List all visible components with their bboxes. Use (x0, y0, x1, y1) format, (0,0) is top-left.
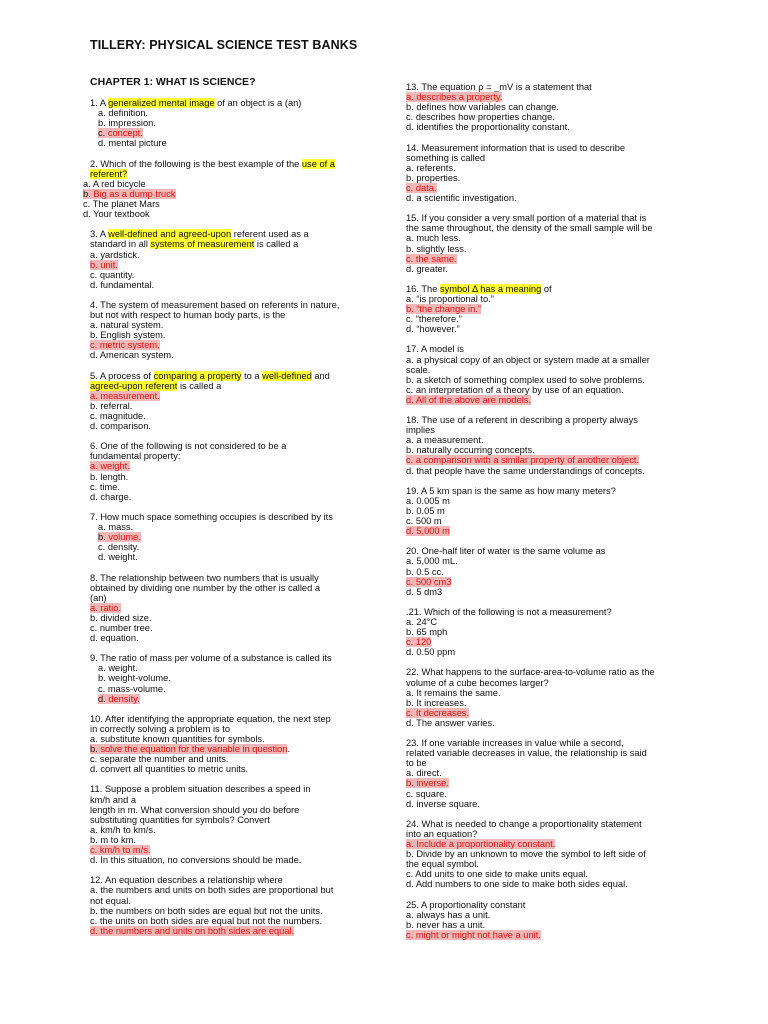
question-text: substituting quantities for symbols? Convert (90, 814, 270, 825)
question-9 (90, 653, 360, 703)
option-b: b. 0.05 m (406, 505, 445, 516)
question-8 (90, 573, 360, 644)
correct-answer: c. the same. (406, 253, 457, 264)
correct-answer: b. inverse. (406, 778, 449, 789)
highlight: systems of measurement (150, 239, 255, 250)
option-b (406, 778, 681, 788)
option-a: a. 24°C (406, 616, 438, 627)
option-label: b. (90, 744, 101, 755)
option-d: d. that people have the same understandings of concepts. (406, 465, 645, 476)
question-23 (406, 738, 681, 809)
question-text: 3. A (90, 229, 109, 240)
question-text: fundamental property: (90, 451, 181, 462)
option-b: b. m to km. (90, 834, 136, 845)
question-text: 5. A process of (90, 370, 154, 381)
option-b: b. a sketch of something complex used to solve problems. (406, 374, 645, 385)
option-b: b. naturally occurring concepts. (406, 445, 535, 456)
option-c: c. 500 m (406, 516, 442, 527)
option-label: d. (98, 693, 109, 704)
question-text: .21. Which of the following is not a measurement? (406, 606, 612, 617)
question-text: into an equation? (406, 828, 478, 839)
option-a: a. yardstick. (90, 249, 140, 260)
correct-answer: c. a comparison with a similar property of another object. (406, 455, 640, 466)
option-label: b. (90, 259, 101, 270)
option-c: c. time. (90, 481, 120, 492)
highlight: symbol Δ has a meaning (439, 283, 542, 294)
option-d: d. 0.50 ppm (406, 647, 456, 658)
correct-answer: Big as a dump truck (93, 188, 176, 199)
question-7 (90, 512, 360, 562)
option-a: a. definition. (98, 108, 149, 119)
option-b: b. defines how variables can change. (406, 102, 559, 113)
option-b: b. 65 mph (406, 627, 448, 638)
question-text: length in m. What conversion should you do before (90, 804, 300, 815)
correct-answer: b. “the change in.” (406, 304, 481, 315)
correct-answer: c. 500 cm3 (406, 576, 452, 587)
option-b: b. never has a unit. (406, 919, 486, 930)
question-text: 9. The ratio of mass per volume of a substance is called its (90, 653, 332, 664)
option-d: d. 5 dm3 (406, 586, 443, 597)
option-a: a. always has a unit. (406, 909, 491, 920)
option-d (90, 694, 360, 704)
option-d: d. mental picture (98, 138, 167, 149)
option-b: b. the numbers on both sides are equal but not the units. (90, 905, 323, 916)
correct-answer: c. km/h to m/s. (90, 845, 151, 856)
option-d: d. comparison. (90, 421, 151, 432)
question-text: is called a (254, 239, 299, 250)
question-text: 23. If one variable increases in value while a second, (406, 738, 624, 749)
option-c (90, 845, 360, 855)
option-d: d. In this situation, no conversions should be made. (90, 855, 302, 866)
question-text: is called a (177, 380, 222, 391)
option-d: d. a scientific investigation. (406, 193, 517, 204)
option-label: c. (98, 128, 108, 139)
option-suffix: . (287, 744, 291, 755)
option-b: b. It increases. (406, 697, 467, 708)
question-13 (406, 82, 681, 132)
highlight: referent? (90, 168, 128, 179)
option-b (406, 304, 681, 314)
option-d: d. weight. (98, 552, 138, 563)
question-text: of (541, 283, 552, 294)
question-19 (406, 486, 681, 536)
option-d: d. The answer varies. (406, 717, 495, 728)
question-21 (406, 607, 681, 657)
option-b: b. divided size. (90, 612, 152, 623)
option-c: c. mass-volume. (98, 683, 166, 694)
option-d (406, 395, 681, 405)
option-c: c. The planet Mars (83, 199, 160, 210)
question-text: in correctly solving a problem is to (90, 723, 231, 734)
correct-answer: concept. (107, 128, 143, 139)
question-text: 1. A (90, 98, 109, 109)
question-11 (90, 784, 360, 865)
highlight: use of a (301, 158, 335, 169)
highlight: agreed-upon referent (90, 380, 178, 391)
option-a: a. referents. (406, 162, 456, 173)
question-text: 20. One-half liter of water is the same volume as (406, 546, 606, 557)
option-c: c. density. (98, 542, 140, 553)
option-d (406, 526, 681, 536)
option-b-cont: the equal symbol. (406, 859, 479, 870)
correct-answer: solve the equation for the variable in question (100, 744, 288, 755)
question-text: the same throughout, the density of the small sample will be (406, 223, 653, 234)
option-b (83, 189, 360, 199)
question-1 (90, 98, 360, 148)
question-text: km/h and a (90, 794, 136, 805)
question-text: volume of a cube becomes larger? (406, 677, 549, 688)
question-text: obtained by dividing one number by the other is called a (90, 582, 320, 593)
option-b (90, 260, 360, 270)
question-text: 2. Which of the following is the best example of the (90, 158, 302, 169)
option-c (406, 708, 681, 718)
question-12 (90, 875, 360, 936)
question-text: 16. The (406, 283, 440, 294)
option-d: d. greater. (406, 263, 448, 274)
option-c: c. quantity. (90, 269, 135, 280)
option-d: d. convert all quantities to metric units. (90, 764, 249, 775)
option-b: b. slightly less. (406, 243, 467, 254)
correct-answer: d. 5,000 m (406, 526, 450, 537)
question-text: 11. Suppose a problem situation describes a speed in (90, 784, 311, 795)
option-c: c. number tree. (90, 622, 153, 633)
option-d (90, 926, 360, 936)
question-18 (406, 415, 681, 476)
question-5 (90, 371, 360, 432)
option-b: b. referral. (90, 400, 133, 411)
option-b: b. length. (90, 471, 129, 482)
option-a: a. a measurement. (406, 435, 484, 446)
question-text: implies (406, 425, 435, 436)
option-a (90, 603, 360, 613)
option-a: a. weight. (98, 663, 138, 674)
question-22 (406, 667, 681, 728)
correct-answer: a. describes a property. (406, 92, 503, 103)
correct-answer: volume. (108, 532, 141, 543)
option-d: d. inverse square. (406, 798, 480, 809)
question-text: 25. A proportionality constant (406, 899, 526, 910)
highlight: generalized mental image (108, 98, 215, 109)
option-b: b. weight-volume. (98, 673, 171, 684)
option-d: d. Add numbers to one side to make both sides equal. (406, 879, 628, 890)
option-a (90, 461, 360, 471)
question-text: standard in all (90, 239, 151, 250)
question-6 (90, 441, 360, 502)
option-c (90, 340, 360, 350)
question-4 (90, 300, 360, 361)
question-text: 18. The use of a referent in describing a property always (406, 415, 638, 426)
option-a: a. A red bicycle (83, 178, 146, 189)
question-text: 4. The system of measurement based on referents in nature, (90, 299, 340, 310)
question-text: to a (241, 370, 263, 381)
left-column (83, 76, 360, 946)
option-c: c. separate the number and units. (90, 754, 229, 765)
option-b (90, 744, 360, 754)
question-text: 8. The relationship between two numbers that is usually (90, 572, 319, 583)
option-b (90, 532, 360, 542)
question-25 (406, 900, 681, 940)
option-b: b. 0.5 cc. (406, 566, 444, 577)
option-b: b. Divide by an unknown to move the symbol to left side of (406, 849, 646, 860)
option-c (406, 930, 681, 940)
correct-answer: c. might or might not have a unit. (406, 929, 541, 940)
question-2 (83, 158, 360, 220)
option-a: a. substitute known quantities for symbols. (90, 734, 265, 744)
highlight: well-defined and agreed-upon (108, 229, 232, 240)
option-a (406, 839, 681, 849)
option-c (406, 183, 681, 193)
option-a: a. a physical copy of an object or system made at a smaller (406, 354, 650, 365)
question-text: related variable decreases in value, the relationship is said (406, 748, 647, 759)
option-a: a. the numbers and units on both sides are proportional but (90, 885, 334, 896)
question-text: 14. Measurement information that is used to describe (406, 142, 626, 153)
correct-answer: a. weight. (90, 461, 130, 472)
question-10 (90, 714, 360, 775)
option-label: b. (98, 532, 109, 543)
question-text: 10. After identifying the appropriate equation, the next step (90, 713, 331, 724)
option-c: c. an interpretation of a theory by use of an equation. (406, 384, 624, 395)
correct-answer: c. It decreases. (406, 707, 470, 718)
option-c: c. “therefore.” (406, 314, 462, 325)
question-text: and (311, 370, 330, 381)
option-d: d. “however.” (406, 324, 460, 335)
option-d: d. American system. (90, 350, 174, 361)
question-text: 6. One of the following is not considered to be a (90, 441, 287, 452)
question-15 (406, 213, 681, 274)
right-column (406, 82, 681, 950)
option-c: c. describes how properties change. (406, 112, 555, 123)
page-title: TILLERY: PHYSICAL SCIENCE TEST BANKS (90, 38, 358, 52)
question-text: (an) (90, 592, 107, 603)
question-text: something is called (406, 152, 486, 163)
option-c: c. magnitude. (90, 411, 146, 421)
option-a: a. km/h to km/s. (90, 824, 156, 835)
option-a: a. mass. (98, 522, 134, 533)
option-b: b. impression. (98, 118, 156, 129)
option-c (406, 637, 681, 647)
correct-answer: d. the numbers and units on both sides are equal. (90, 925, 295, 936)
question-text: 22. What happens to the surface-area-to-volume ratio as the (406, 667, 655, 678)
correct-answer: a. measurement. (90, 390, 160, 401)
option-d: d. Your textbook (83, 209, 150, 220)
option-a (406, 92, 681, 102)
option-c (406, 577, 681, 587)
option-a: a. 0.005 m (406, 495, 450, 506)
question-text: of an object is a (an) (214, 98, 302, 109)
question-17 (406, 344, 681, 405)
question-text: 24. What is needed to change a proportionality statement (406, 818, 642, 829)
question-text: 7. How much space something occupies is described by its (90, 511, 333, 522)
highlight: well-defined (262, 370, 312, 381)
question-3 (90, 229, 360, 290)
question-16 (406, 284, 681, 334)
option-a: a. 5,000 mL. (406, 556, 458, 567)
option-c (406, 455, 681, 465)
question-14 (406, 143, 681, 204)
correct-answer: c. 120 (406, 637, 432, 648)
option-c: c. Add units to one side to make units equal. (406, 869, 588, 880)
option-a: a. direct. (406, 768, 442, 779)
option-a: a. It remains the same. (406, 687, 501, 698)
correct-answer: c. data. (406, 182, 437, 193)
option-c (406, 254, 681, 264)
option-c (90, 128, 360, 138)
option-label: b. (83, 188, 94, 199)
question-text: but not with respect to human body parts, is the (90, 310, 286, 321)
question-text: 19. A 5 km span is the same as how many meters? (406, 485, 616, 496)
question-text: 17. A model is (406, 344, 464, 355)
question-24 (406, 819, 681, 890)
option-a-cont: not equal. (90, 895, 131, 906)
question-text: referent used as a (231, 229, 309, 240)
option-d: d. identifies the proportionality constant. (406, 122, 570, 133)
correct-answer: density. (108, 693, 140, 704)
correct-answer: d. All of the above are models. (406, 394, 532, 405)
option-d: d. charge. (90, 491, 132, 502)
option-b: b. properties. (406, 172, 461, 183)
highlight: comparing a property (153, 370, 242, 381)
correct-answer: a. Include a proportionality constant. (406, 839, 556, 850)
option-d: d. equation. (90, 633, 139, 644)
question-text: 12. An equation describes a relationship where (90, 875, 283, 886)
chapter-heading: CHAPTER 1: WHAT IS SCIENCE? (90, 76, 256, 88)
option-c: c. square. (406, 788, 447, 799)
question-text: to be (406, 758, 427, 769)
correct-answer: c. metric system. (90, 340, 160, 351)
option-a (90, 391, 360, 401)
option-c: c. the units on both sides are equal but not the numbers. (90, 915, 323, 926)
option-d: d. fundamental. (90, 279, 155, 290)
correct-answer: unit. (100, 259, 118, 270)
option-a: a. “is proportional to.” (406, 293, 494, 304)
option-a: a. natural system. (90, 320, 164, 331)
question-20 (406, 546, 681, 596)
option-a: a. much less. (406, 233, 461, 244)
question-text: 15. If you consider a very small portion of a material that is (406, 213, 647, 224)
option-b: b. English system. (90, 330, 166, 341)
option-a-cont: scale. (406, 364, 431, 375)
question-text: 13. The equation ρ = _mV is a statement that (406, 82, 592, 92)
correct-answer: a. ratio. (90, 602, 122, 613)
